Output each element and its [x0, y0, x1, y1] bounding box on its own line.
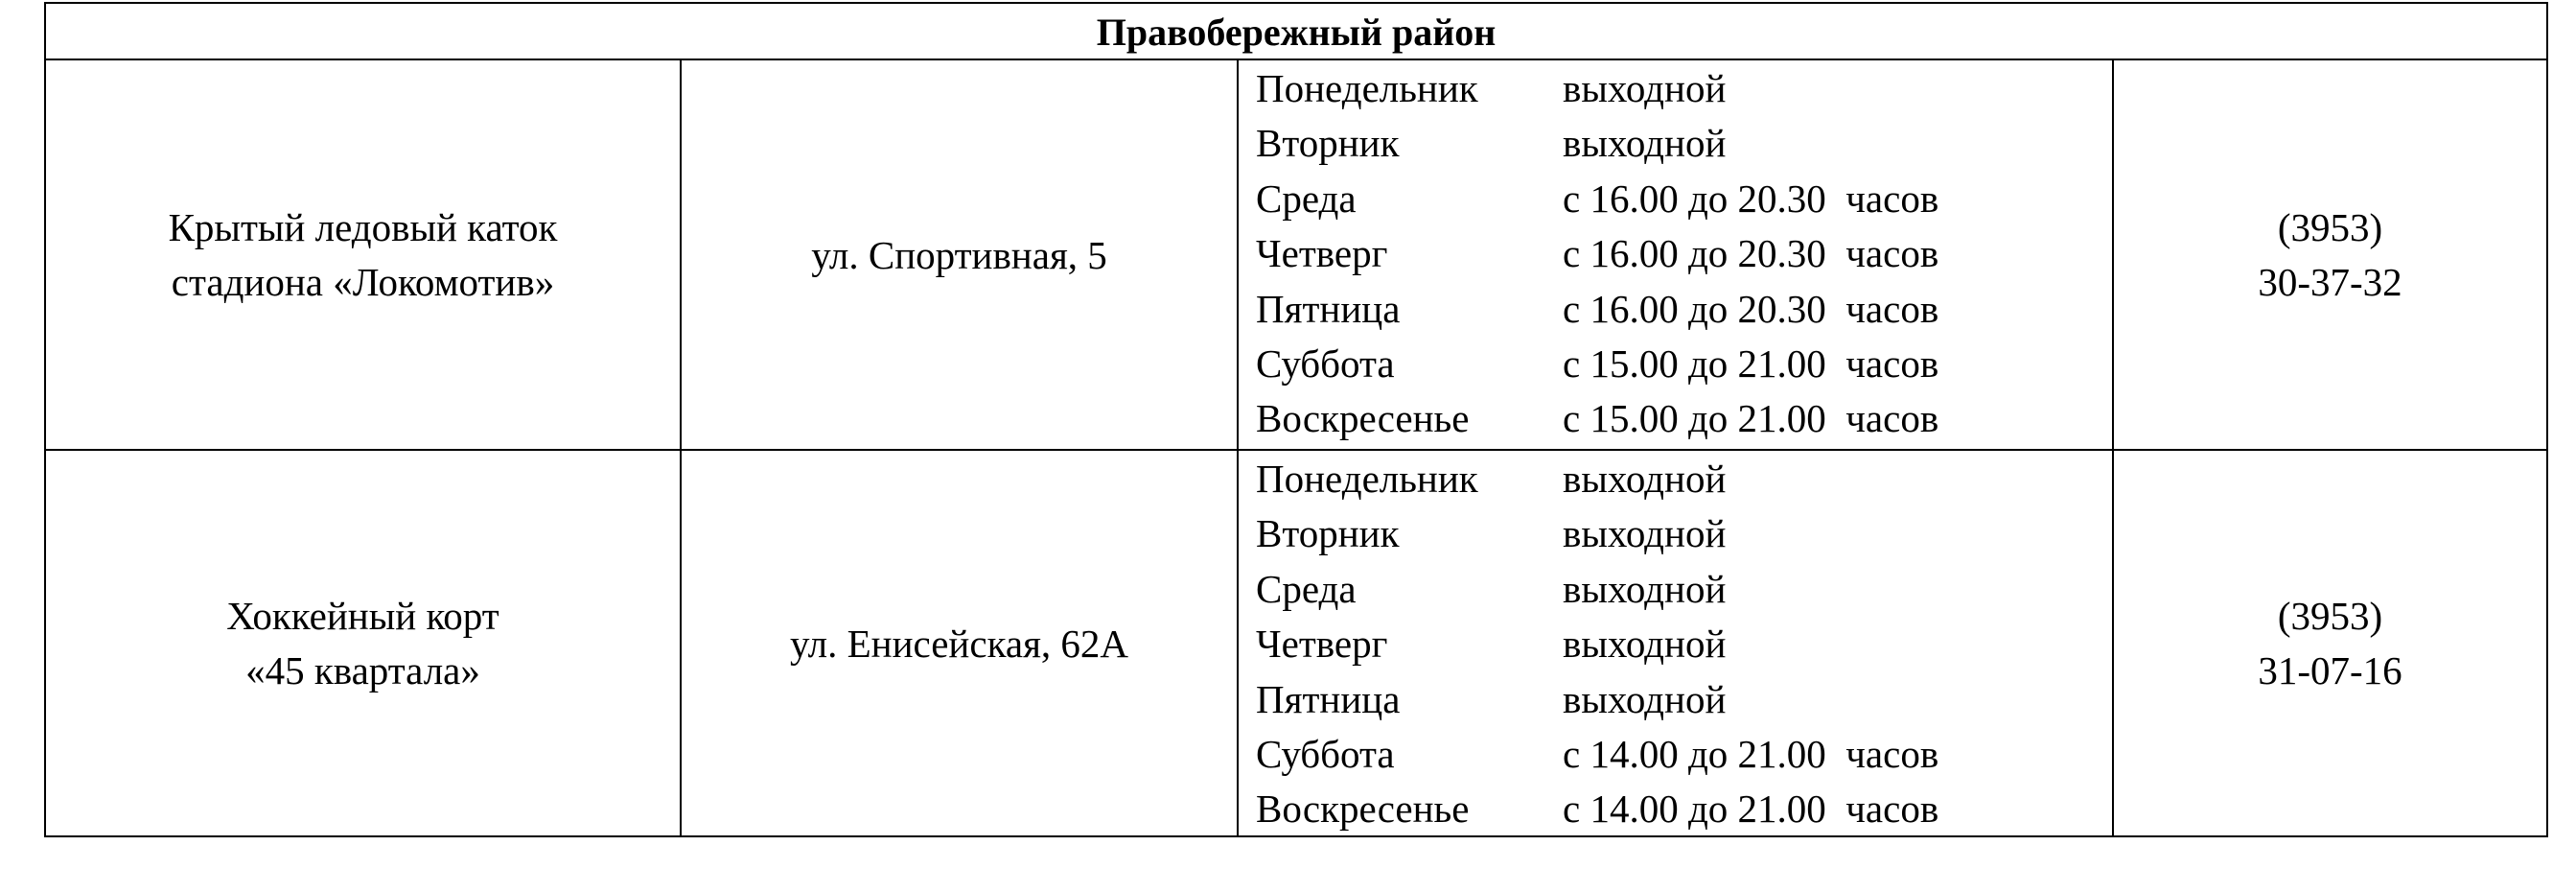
opening-hours: с 16.00 до 20.30 часов [1563, 231, 1939, 276]
schedule-line [1256, 452, 2112, 506]
opening-hours: с 15.00 до 21.00 часов [1563, 341, 1939, 386]
facility-name-line: стадиона «Локомотив» [171, 259, 555, 304]
schedule-line [1256, 116, 2112, 171]
opening-hours: выходной [1563, 457, 1727, 501]
schedule-line [1256, 672, 2112, 727]
opening-hours: выходной [1563, 676, 1727, 721]
schedule-list [1256, 452, 2112, 837]
weekday: Среда [1256, 176, 1357, 221]
schedule-line [1256, 61, 2112, 116]
schedule-table [44, 2, 2548, 837]
weekday: Понедельник [1256, 457, 1478, 501]
phone-cell [2114, 451, 2546, 835]
weekday: Суббота [1256, 731, 1395, 776]
phone-code: (3953) [2277, 593, 2383, 638]
weekday: Понедельник [1256, 66, 1478, 110]
opening-hours: с 16.00 до 20.30 часов [1563, 286, 1939, 331]
opening-hours: выходной [1563, 121, 1727, 166]
schedule-line [1256, 391, 2112, 446]
opening-hours: с 16.00 до 20.30 часов [1563, 176, 1939, 221]
address-cell: ул. Енисейская, 62А [682, 451, 1239, 835]
schedule-list [1256, 61, 2112, 447]
facility-name-line: Хоккейный корт [226, 593, 499, 638]
weekday: Суббота [1256, 341, 1395, 386]
opening-hours: выходной [1563, 511, 1727, 556]
schedule-line [1256, 226, 2112, 281]
schedule-line [1256, 617, 2112, 671]
district-title: Правобережный район [46, 4, 2546, 60]
schedule-line [1256, 506, 2112, 561]
weekday: Вторник [1256, 511, 1400, 556]
phone-cell [2114, 60, 2546, 449]
schedule-cell [1239, 451, 2114, 835]
opening-hours: с 15.00 до 21.00 часов [1563, 396, 1939, 441]
weekday: Четверг [1256, 231, 1388, 276]
opening-hours: выходной [1563, 622, 1727, 667]
facility-name-line: Крытый ледовый каток [168, 204, 558, 249]
opening-hours: выходной [1563, 566, 1727, 611]
weekday: Четверг [1256, 622, 1388, 667]
schedule-line [1256, 782, 2112, 836]
phone-number: 30-37-32 [2258, 259, 2402, 304]
phone-number: 31-07-16 [2258, 647, 2402, 693]
schedule-line [1256, 282, 2112, 337]
facility-name-cell [46, 451, 682, 835]
facility-name-line: «45 квартала» [245, 647, 480, 693]
opening-hours: выходной [1563, 66, 1727, 110]
weekday: Вторник [1256, 121, 1400, 166]
weekday: Воскресенье [1256, 396, 1470, 441]
phone-code: (3953) [2277, 204, 2383, 249]
schedule-line [1256, 172, 2112, 226]
opening-hours: с 14.00 до 21.00 часов [1563, 787, 1939, 832]
opening-hours: с 14.00 до 21.00 часов [1563, 731, 1939, 776]
address-cell: ул. Спортивная, 5 [682, 60, 1239, 449]
weekday: Пятница [1256, 286, 1401, 331]
schedule-cell [1239, 60, 2114, 449]
facility-name-cell [46, 60, 682, 449]
table-row [46, 60, 2546, 451]
weekday: Пятница [1256, 676, 1401, 721]
weekday: Среда [1256, 566, 1357, 611]
schedule-line [1256, 727, 2112, 782]
table-row [46, 451, 2546, 835]
schedule-line [1256, 562, 2112, 617]
weekday: Воскресенье [1256, 787, 1470, 832]
schedule-line [1256, 337, 2112, 391]
